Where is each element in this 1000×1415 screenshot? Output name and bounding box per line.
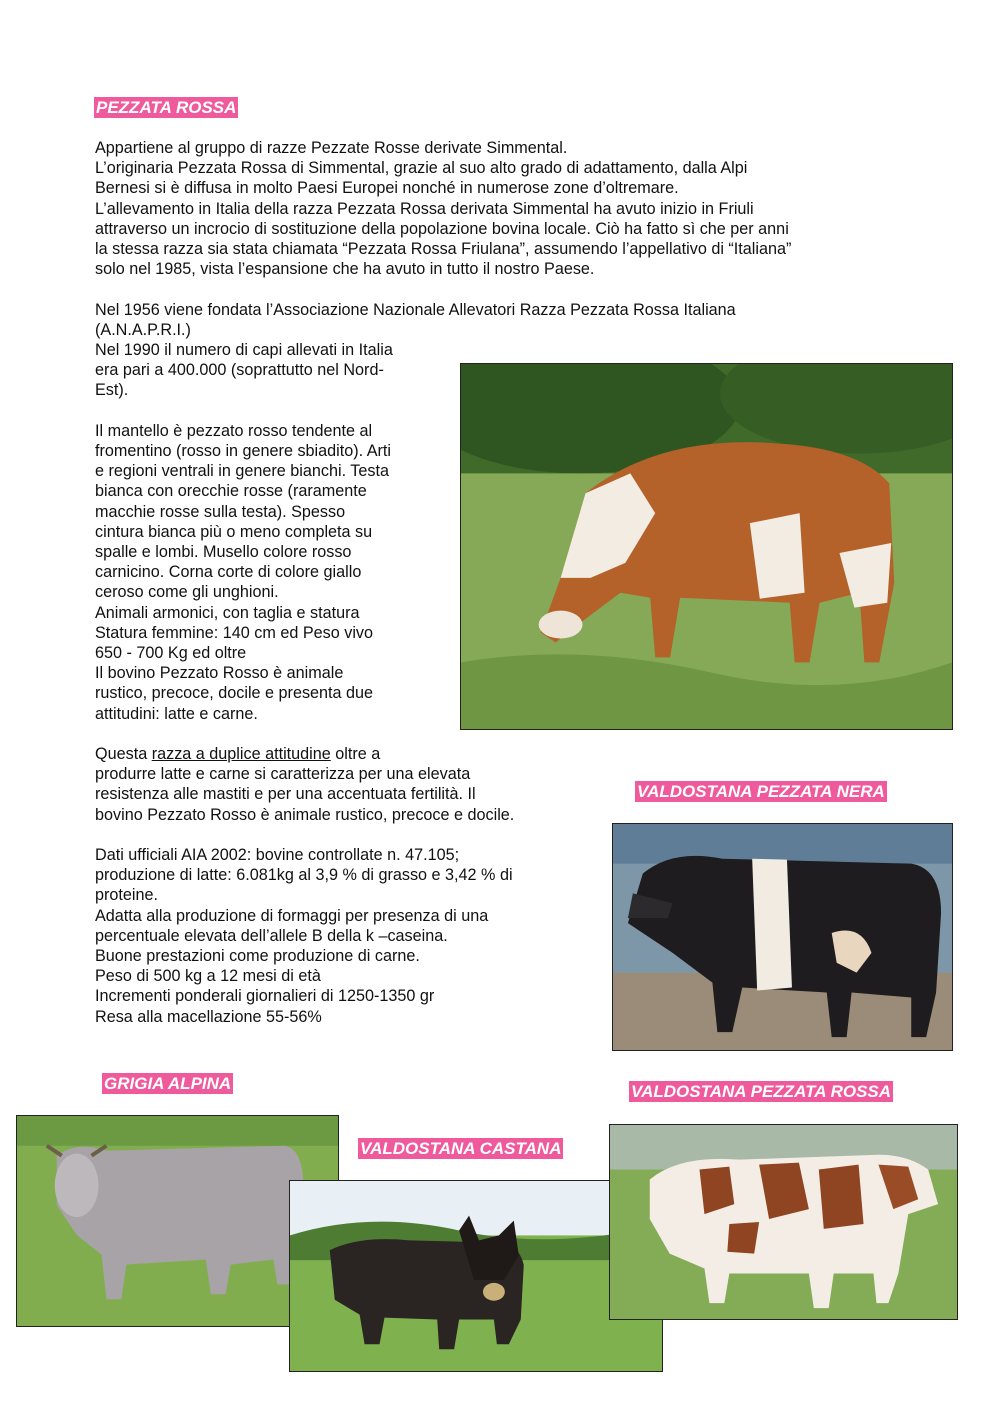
blank-line <box>95 401 455 421</box>
text-line: la stessa razza sia stata chiamata “Pezzata Rossa Friulana”, assumendo l’appellativo di “Italiana” <box>95 240 792 259</box>
text-line: resistenza alle mastiti e per una accentuata fertilità. Il <box>95 785 476 804</box>
text-line: macchie rosse sulla testa). Spesso <box>95 502 346 521</box>
valdostana-pezzata-nera-photo <box>612 823 953 1051</box>
text-line: proteine. <box>95 886 158 905</box>
dual-prefix: Questa <box>95 745 152 763</box>
valdostana-castana-photo <box>289 1180 663 1372</box>
text-line: Il mantello è pezzato rosso tendente al <box>95 421 373 440</box>
text-line: cintura bianca più o meno completa su <box>95 522 373 541</box>
text-line: Nel 1956 viene fondata l’Associazione Nazionale Allevatori Razza Pezzata Rossa Italiana <box>95 301 736 319</box>
text-line: Dati ufficiali AIA 2002: bovine controllate n. 47.105; <box>95 846 460 864</box>
text-line: percentuale elevata dell’allele B della k –caseina. <box>95 926 448 945</box>
dual-purpose-line <box>95 744 595 764</box>
label-valdostana-pezzata-nera: VALDOSTANA PEZZATA NERA <box>637 782 885 801</box>
text-line: fromentino (rosso in genere sbiadito). Arti <box>95 442 392 460</box>
text-line: solo nel 1985, vista l’espansione che ha avuto in tutto il nostro Paese. <box>95 260 595 279</box>
text-line: L’originaria Pezzata Rossa di Simmental, grazie al suo alto grado di adattamento, dalla Alpi <box>95 159 748 178</box>
label-valdostana-pezzata-rossa: VALDOSTANA PEZZATA ROSSA <box>631 1082 892 1101</box>
text-line: ceroso come gli unghioni. <box>95 583 279 602</box>
text-line: Il bovino Pezzato Rosso è animale <box>95 664 344 683</box>
text-line: Appartiene al gruppo di razze Pezzate Rosse derivate Simmental. <box>95 139 568 157</box>
production-data <box>95 744 595 1027</box>
text-line: produrre latte e carne si caratterizza per una elevata <box>95 765 471 784</box>
text-line: L’allevamento in Italia della razza Pezzata Rossa derivata Simmental ha avuto inizio in Friuli <box>95 199 754 218</box>
text-line: Incrementi ponderali giornalieri di 1250-1350 gr <box>95 987 435 1006</box>
text-line: carnicino. Corna corte di colore giallo <box>95 563 362 582</box>
text-line: Nel 1990 il numero di capi allevati in Italia <box>95 341 393 359</box>
pezzata-rossa-photo <box>460 363 953 730</box>
text-line: Animali armonici, con taglia e statura <box>95 603 360 622</box>
label-valdostana-castana: VALDOSTANA CASTANA <box>360 1139 562 1158</box>
text-line: (A.N.A.P.R.I.) <box>95 321 191 340</box>
dual-suffix: oltre a <box>330 745 381 763</box>
association-paragraph <box>95 300 915 340</box>
text-line: bovino Pezzato Rosso è animale rustico, precoce e docile. <box>95 805 515 824</box>
text-line: Peso di 500 kg a 12 mesi di età <box>95 967 321 986</box>
text-line: spalle e lombi. Musello colore rosso <box>95 543 352 562</box>
text-line: Bernesi si è diffusa in molto Paesi Europei nonché in numerose zone d’oltremare. <box>95 179 679 198</box>
text-line: Buone prestazioni come produzione di carne. <box>95 947 420 966</box>
page-title: PEZZATA ROSSA <box>96 98 237 117</box>
text-line: e regioni ventrali in genere bianchi. Testa <box>95 462 389 481</box>
text-line: attitudini: latte e carne. <box>95 704 258 723</box>
intro-paragraph <box>95 138 915 279</box>
text-line: Resa alla macellazione 55-56% <box>95 1007 322 1026</box>
dual-purpose-link[interactable]: razza a duplice attitudine <box>151 745 331 763</box>
text-line: bianca con orecchie rosse (raramente <box>95 482 367 501</box>
text-line: 650 - 700 Kg ed oltre <box>95 644 247 663</box>
text-line: produzione di latte: 6.081kg al 3,9 % di grasso e 3,42 % di <box>95 866 513 885</box>
blank-line <box>95 825 595 845</box>
text-line: era pari a 400.000 (soprattutto nel Nord- <box>95 361 384 380</box>
valdostana-pezzata-rossa-photo <box>609 1124 958 1320</box>
text-line: Adatta alla produzione di formaggi per presenza di una <box>95 906 489 925</box>
text-line: Est). <box>95 381 129 400</box>
label-grigia-alpina: GRIGIA ALPINA <box>104 1074 232 1093</box>
text-line: rustico, precoce, docile e presenta due <box>95 684 374 703</box>
text-line: attraverso un incrocio di sostituzione della popolazione bovina locale. Ciò ha fatto sì che per anni <box>95 219 789 238</box>
breed-description <box>95 340 455 724</box>
text-line: Statura femmine: 140 cm ed Peso vivo <box>95 623 374 642</box>
